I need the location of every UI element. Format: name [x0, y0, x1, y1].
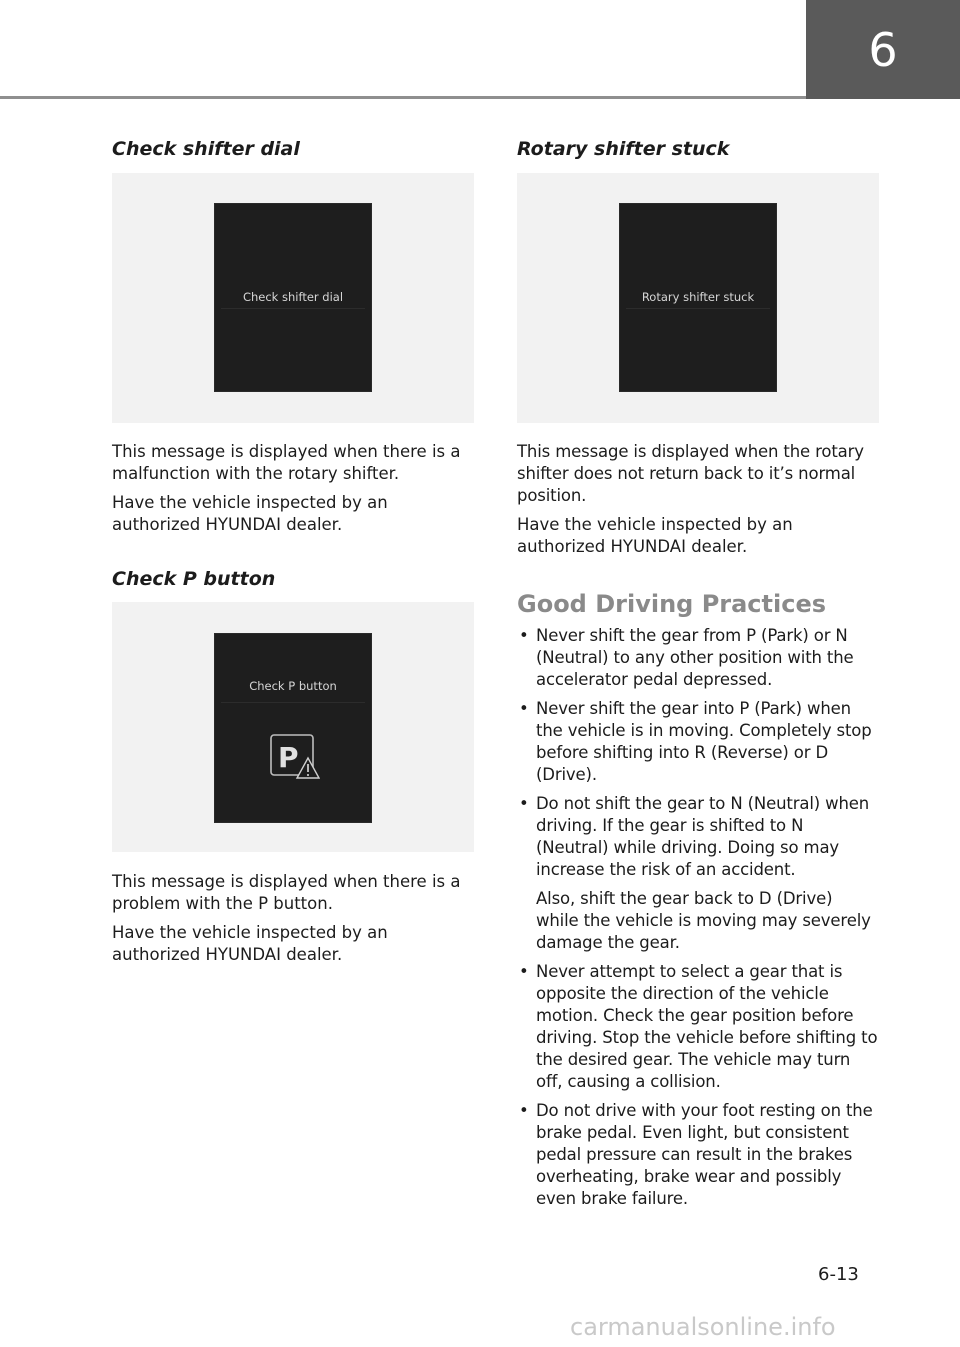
section-title-rotary-shifter-stuck: Rotary shifter stuck — [517, 138, 730, 160]
figure-rotary-shifter-stuck — [517, 173, 879, 423]
figure-check-p-button — [112, 602, 474, 852]
bullet-text: Do not drive with your foot resting on the brake pedal. Even light, but consistent pedal pressure can result in the brakes overheating, brake wear and possibly even brake failure. — [536, 1101, 873, 1208]
display-divider — [221, 308, 365, 309]
bullet-icon: • — [519, 699, 529, 718]
good-driving-practices-heading: Good Driving Practices — [517, 590, 827, 618]
list-item — [517, 793, 879, 954]
list-item — [517, 698, 879, 786]
paragraph: Have the vehicle inspected by an authorized HYUNDAI dealer. — [112, 923, 388, 964]
display-divider — [626, 308, 770, 309]
paragraph: This message is displayed when there is a malfunction with the rotary shifter. — [112, 442, 461, 483]
driving-practices-list — [517, 625, 879, 1217]
cluster-display — [620, 204, 776, 391]
paragraph: This message is displayed when the rotary shifter does not return back to it’s normal position. — [517, 442, 864, 505]
p-button-warning-icon — [270, 734, 320, 780]
bullet-icon: • — [519, 794, 529, 813]
header-bar — [0, 0, 806, 99]
chapter-tab — [806, 0, 960, 99]
page-number: 6-13 — [818, 1264, 859, 1285]
bullet-icon: • — [519, 1101, 529, 1120]
watermark: carmanualsonline.info — [570, 1313, 836, 1341]
display-message: Rotary shifter stuck — [641, 290, 755, 304]
cluster-display — [215, 204, 371, 391]
paragraph: Have the vehicle inspected by an authorized HYUNDAI dealer. — [112, 493, 388, 534]
display-message: Check shifter dial — [242, 290, 344, 304]
section-title-check-shifter-dial: Check shifter dial — [112, 138, 300, 160]
list-item — [517, 625, 879, 691]
bullet-text: Never shift the gear into P (Park) when the vehicle is in moving. Completely stop before shifting into R (Reverse) or D (Drive). — [536, 699, 872, 784]
cluster-display — [215, 634, 371, 822]
list-item — [517, 961, 879, 1093]
paragraph: This message is displayed when there is a problem with the P button. — [112, 872, 461, 913]
figure-check-shifter-dial — [112, 173, 474, 423]
p-letter: P — [278, 741, 299, 774]
bullet-icon: • — [519, 962, 529, 981]
chapter-number: 6 — [868, 22, 898, 77]
list-item — [517, 1100, 879, 1210]
bullet-icon: • — [519, 626, 529, 645]
display-divider — [221, 702, 365, 703]
display-message: Check P button — [249, 679, 337, 693]
bullet-text: Never shift the gear from P (Park) or N (Neutral) to any other position with the accelerator pedal depressed. — [536, 626, 854, 689]
bullet-subparagraph: Also, shift the gear back to D (Drive) while the vehicle is moving may severely damage the gear. — [536, 889, 871, 952]
section-title-check-p-button: Check P button — [112, 568, 276, 590]
paragraph: Have the vehicle inspected by an authorized HYUNDAI dealer. — [517, 515, 793, 556]
bullet-text: Never attempt to select a gear that is opposite the direction of the vehicle motion. Check the gear position before driving. Stop the vehicle before shifting to the desired gear. The vehicle may turn off, causing a collision. — [536, 962, 878, 1091]
bullet-text: Do not shift the gear to N (Neutral) when driving. If the gear is shifted to N (Neutral) while driving. Doing so may increase the risk of an accident. — [536, 794, 870, 879]
